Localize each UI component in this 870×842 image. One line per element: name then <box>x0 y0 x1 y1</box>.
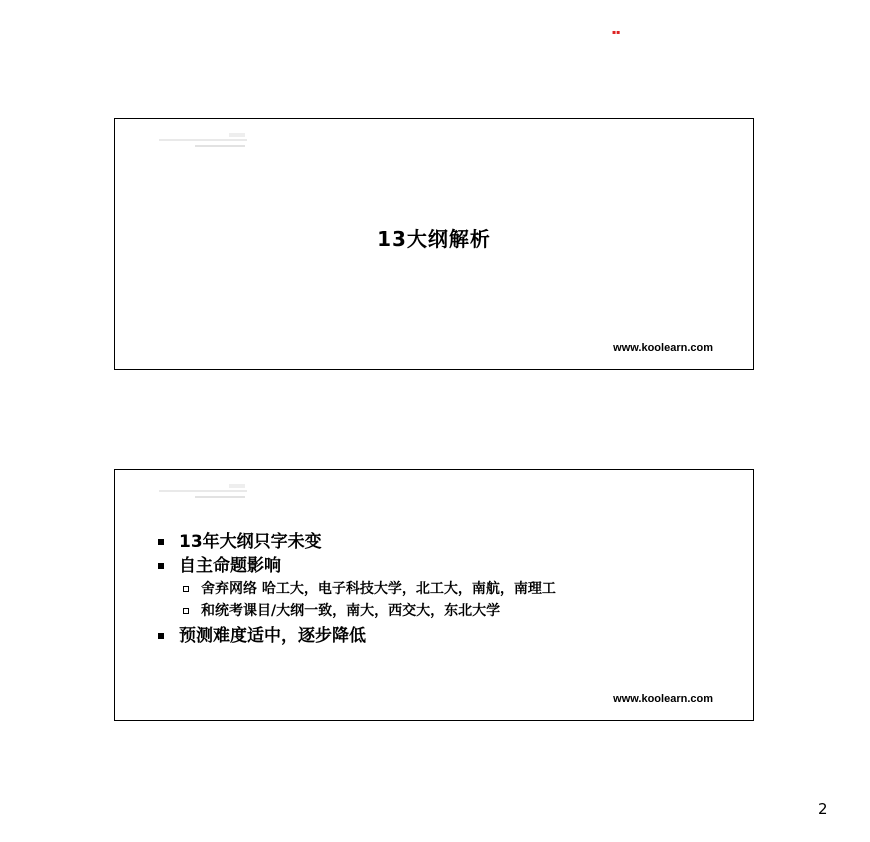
bullet-list <box>155 530 725 648</box>
slide-title: 13大纲解析 <box>377 227 491 251</box>
slide-1 <box>114 118 754 370</box>
bullet-item: 自主命题影响 <box>155 554 725 578</box>
slide-footer-url: www.koolearn.com <box>613 693 713 705</box>
sub-bullet-item: 舍弃网络 哈工大，电子科技大学，北工大，南航，南理工 <box>155 580 725 598</box>
watermark-logo <box>159 484 253 508</box>
slide-2 <box>114 469 754 721</box>
top-red-mark: ▪▪ <box>612 29 621 36</box>
page-number: 2 <box>818 800 828 818</box>
slide-footer-url: www.koolearn.com <box>613 342 713 354</box>
bullet-item: 13年大纲只字未变 <box>155 530 725 554</box>
bullet-item: 预测难度适中，逐步降低 <box>155 624 725 648</box>
sub-bullet-item: 和统考课目/大纲一致，南大，西交大，东北大学 <box>155 602 725 620</box>
watermark-logo <box>159 133 253 157</box>
